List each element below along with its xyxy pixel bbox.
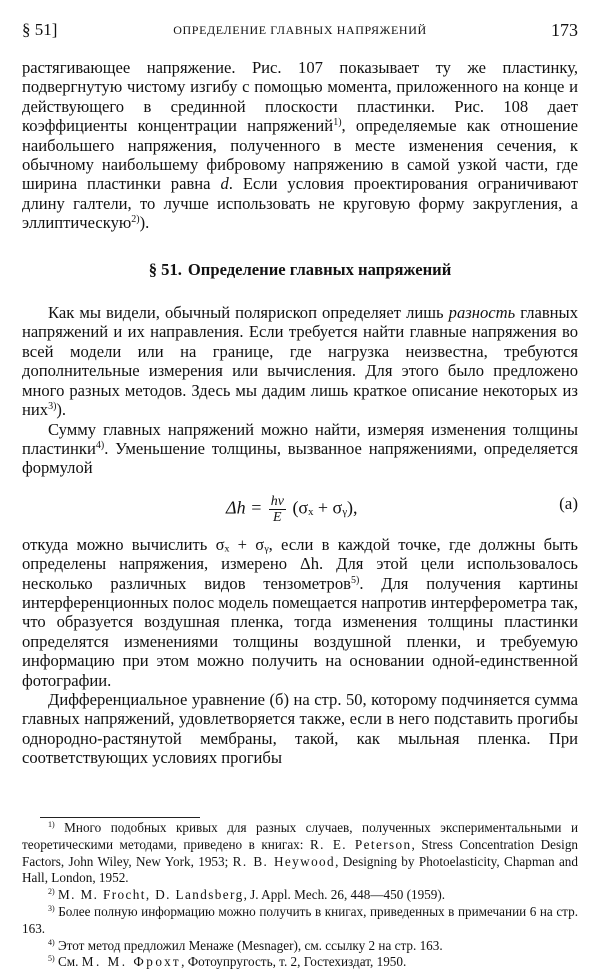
footnote-ref-4: 4) [95, 439, 105, 451]
formula-rhs: (σₓ + σᵧ), [292, 497, 358, 518]
footnote-ref-2: 2) [131, 214, 140, 226]
formula-expression [226, 494, 357, 525]
header-running-title: ОПРЕДЕЛЕНИЕ ГЛАВНЫХ НАПРЯЖЕНИЙ [173, 23, 427, 37]
section-title: Определение главных напряжений [187, 259, 452, 279]
footnote-ref-3: 3) [48, 401, 57, 413]
header-section-ref: § 51] [22, 20, 58, 39]
book-page [22, 0, 579, 970]
running-header [22, 20, 578, 46]
footnote-4: $^{4)}$ Этот метод предложил Менаже (Mesnager), см. ссылку 2 на стр. 163. [48, 937, 443, 953]
page-number: 173 [551, 20, 578, 40]
footnote-ref-1: 1) [333, 117, 342, 129]
emphasis-difference: разность [448, 303, 516, 323]
formula-lhs: Δh = [226, 497, 263, 518]
formula-a [22, 486, 578, 532]
section-heading [22, 260, 578, 279]
paragraph-polariscope: Как мы видели, обычный полярископ определяет лишь разность главных напряжений и их направления. Если требуется найти главные напряжения во всей модели или на границе, где нагрузка неизвестна, требуются дополнительные измерения или вычисления. Для этого было предложено много разных методов. Здесь мы дадим лишь краткое описание некоторых из них$^{3)}$). [22, 303, 578, 420]
paragraph-continuation: растягивающее напряжение. Рис. 107 показывает ту же пластинку, подвергнутую чистому изгибу с помощью момента, приложенного на конце и действующего в срединной плоскости пластинки. Рис. 108 дает коэффициенты концентрации напряжений$^{1)}$, определяемые как отношение наибольшего напряжения, полученного в месте изменения сечения, к обычному наибольшему фибровому напряжению в самой узкой части, где ширина пластинки равна d. Если условия проектирования ограничивают длину галтели, то лучше использовать не круговую форму закругления, а эллиптическую$^{2)}$). [22, 58, 578, 233]
footnote-1: $^{1)}$ Много подобных кривых для разных случаев, полученных экспериментальными и теоретическими методами, приведено в книгах: R. E. Peterson, Stress Concentration Design Factors, John Wiley, New York, 1953; R. B. Heywood, Designing by Photoelasticity, Chapman and Hall, London, 1952. [22, 820, 579, 886]
equation-label: (а) [559, 493, 578, 513]
footnote-2: $^{2)}$ M. M. Frocht, D. Landsberg, J. Appl. Mech. 26, 448—450 (1959). [48, 887, 446, 903]
paragraph-thickness: Сумму главных напряжений можно найти, измеряя изменения толщины пластинки$^{4)}$. Уменьшение толщины, вызванное напряжениями, определяется формулой [22, 419, 578, 478]
fraction-denominator: E [273, 509, 282, 525]
body-text [22, 58, 578, 768]
paragraph-membrane: Дифференциальное уравнение (б) на стр. 50, которому подчиняется сумма главных напряжений, удовлетворяется также, если в него подставить прогибы однородно-растянутой мембраны, такой, как мыльная пленка. При соответствующих условиях прогибы [22, 689, 578, 768]
footnote-ref-5: 5) [350, 574, 360, 586]
footnote-divider [40, 817, 200, 818]
footnote-3: $^{3)}$ Более полную информацию можно получить в книгах, приведенных в примечании 6 на стр. 163. [22, 903, 578, 936]
formula-fraction [269, 494, 286, 525]
footnotes [22, 820, 578, 971]
fraction-numerator: hν [270, 493, 284, 509]
section-number: § 51. [148, 259, 182, 279]
footnote-5: $^{5)}$ См. М. М. Фрохт, Фотоупругость, т. 2, Гостехиздат, 1950. [48, 954, 407, 970]
variable-d: d [220, 174, 229, 194]
paragraph-interferometer: откуда можно вычислить σₓ + σᵧ, если в каждой точке, где должны быть определены напряжения, измерено Δh. Для этой цели использовалось несколько различных видов тензометров$^{5)}$. Для получения картины интерференционных полос модель помещается напротив интерферометра так, что образуется воздушная пленка, тогда изменения толщины пластинки определятся изменениями толщины воздушной пленки, и требуемую информацию при этом можно получить на основании одной-единственной фотографии. [22, 534, 578, 690]
